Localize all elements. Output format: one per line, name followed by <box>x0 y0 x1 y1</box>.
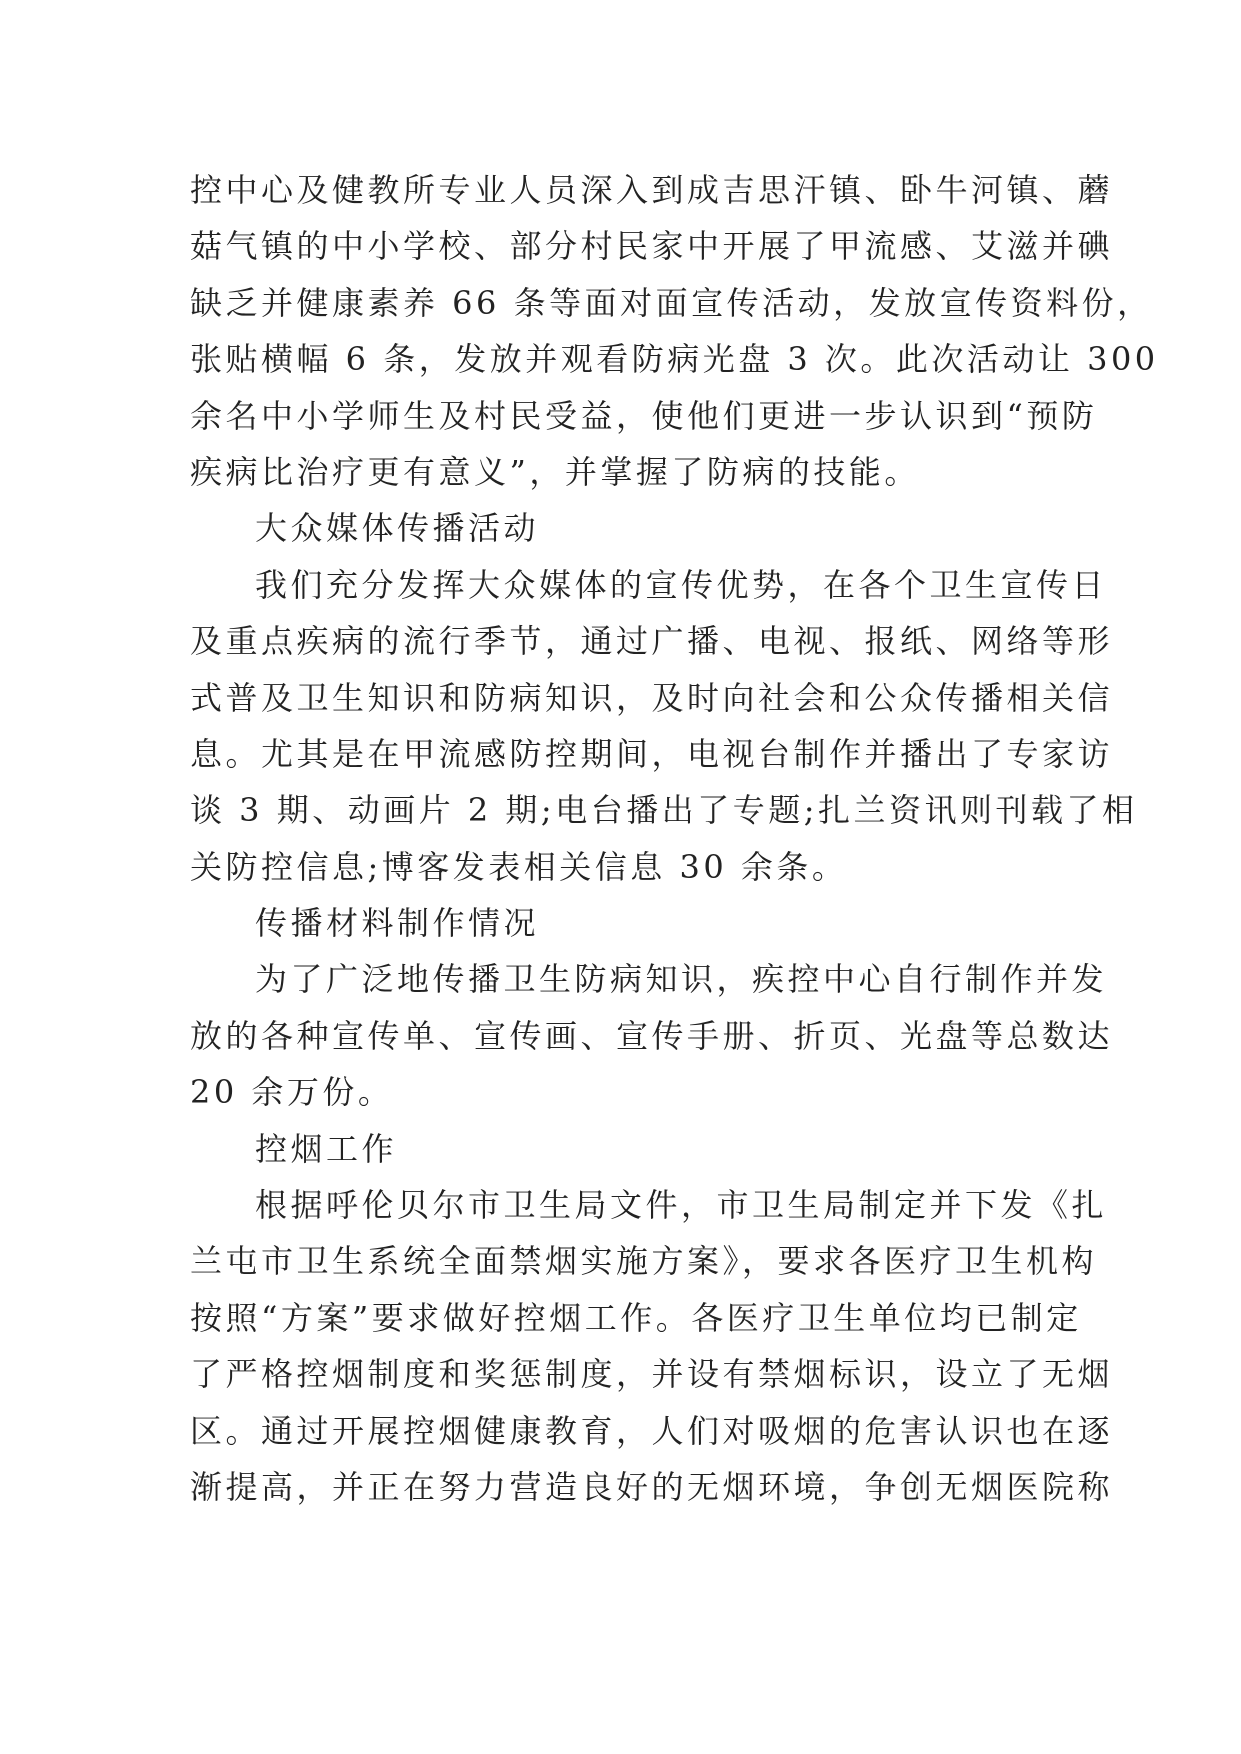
text-line: 渐提高，并正在努力营造良好的无烟环境，争创无烟医院称 <box>190 1467 1114 1506</box>
document-body <box>190 162 1159 1515</box>
text-line: 余名中小学师生及村民受益，使他们更进一步认识到“预防 <box>190 396 1098 435</box>
section-heading-materials: 传播材料制作情况 <box>255 904 540 943</box>
text-line: 控中心及健教所专业人员深入到成吉思汗镇、卧牛河镇、蘑 <box>190 171 1114 209</box>
text-line: 及重点疾病的流行季节，通过广播、电视、报纸、网络等形 <box>190 622 1114 661</box>
text-line: 按照“方案”要求做好控烟工作。各医疗卫生单位均已制定 <box>190 1298 1082 1337</box>
text-line: 为了广泛地传播卫生防病知识，疾控中心自行制作并发 <box>255 960 1108 999</box>
text-line: 区。通过开展控烟健康教育，人们对吸烟的危害认识也在逐 <box>190 1411 1114 1450</box>
text-line: 兰屯市卫生系统全面禁烟实施方案》，要求各医疗卫生机构 <box>190 1242 1098 1281</box>
text-line: 我们充分发挥大众媒体的宣传优势，在各个卫生宣传日 <box>255 565 1108 604</box>
text-line: 缺乏并健康素养 66 条等面对面宣传活动，发放宣传资料份， <box>190 283 1153 322</box>
text-line: 20 余万份。 <box>190 1073 394 1112</box>
section-heading-tobacco-control: 控烟工作 <box>255 1129 398 1168</box>
section-heading-mass-media: 大众媒体传播活动 <box>255 509 540 548</box>
text-line: 放的各种宣传单、宣传画、宣传手册、折页、光盘等总数达 <box>190 1016 1114 1055</box>
text-line: 菇气镇的中小学校、部分村民家中开展了甲流感、艾滋并碘 <box>190 227 1114 266</box>
text-line: 根据呼伦贝尔市卫生局文件，市卫生局制定并下发《扎 <box>255 1186 1108 1225</box>
text-line: 张贴横幅 6 条，发放并观看防病光盘 3 次。此次活动让 300 <box>190 340 1159 379</box>
text-line: 式普及卫生知识和防病知识，及时向社会和公众传播相关信 <box>190 678 1114 717</box>
text-line: 了严格控烟制度和奖惩制度，并设有禁烟标识，设立了无烟 <box>190 1355 1114 1394</box>
text-line: 关防控信息;博客发表相关信息 30 余条。 <box>190 847 848 886</box>
text-line: 疾病比治疗更有意义”，并掌握了防病的技能。 <box>190 452 920 491</box>
text-line: 息。尤其是在甲流感防控期间，电视台制作并播出了专家访 <box>190 734 1114 773</box>
text-line: 谈 3 期、动画片 2 期;电台播出了专题;扎兰资讯则刊载了相 <box>190 791 1138 830</box>
